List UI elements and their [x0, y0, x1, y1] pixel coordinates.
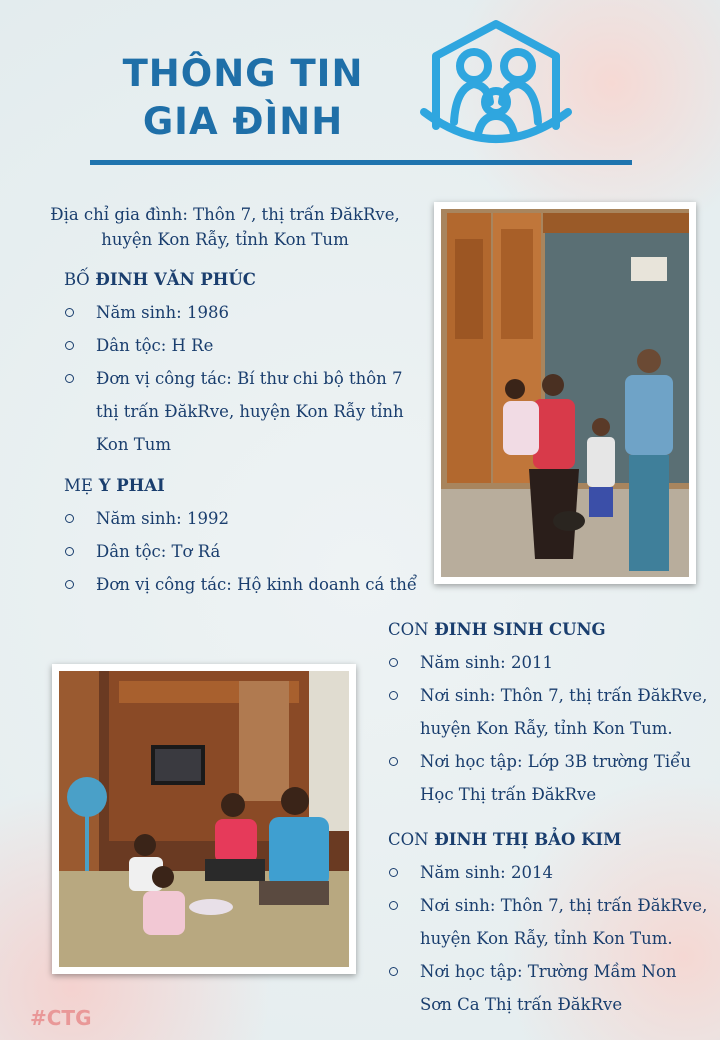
mother-section	[64, 476, 424, 601]
father-section	[64, 270, 414, 461]
list-item: Dân tộc: Tơ Rá	[64, 535, 424, 568]
family-photo-image	[441, 209, 689, 577]
child2-role: CON	[388, 830, 429, 849]
header-divider	[90, 160, 632, 165]
child1-role: CON	[388, 620, 429, 639]
father-heading	[64, 270, 414, 289]
family-home-icon	[418, 16, 574, 146]
child1-name: ĐINH SINH CUNG	[434, 620, 606, 639]
child2-name: ĐINH THỊ BẢO KIM	[434, 830, 622, 849]
family-photo-house	[434, 202, 696, 584]
hashtag-label: #CTG	[30, 1006, 92, 1030]
family-address: Địa chỉ gia đình: Thôn 7, thị trấn ĐăkRve, huyện Kon Rẫy, tỉnh Kon Tum	[50, 205, 400, 249]
title-line-2: GIA ĐÌNH	[142, 100, 344, 143]
page-title	[98, 50, 388, 146]
list-item: Năm sinh: 1992	[64, 502, 424, 535]
title-line-1: THÔNG TIN	[122, 52, 364, 95]
mother-heading	[64, 476, 424, 495]
list-item: Đơn vị công tác: Bí thư chi bộ thôn 7 thị trấn ĐăkRve, huyện Kon Rẫy tỉnh Kon Tum	[64, 362, 414, 461]
child2-section	[388, 830, 708, 1021]
list-item: Năm sinh: 1986	[64, 296, 414, 329]
child2-heading	[388, 830, 708, 849]
mother-role: MẸ	[64, 476, 93, 495]
list-item: Nơi sinh: Thôn 7, thị trấn ĐăkRve, huyện Kon Rẫy, tỉnh Kon Tum.	[388, 889, 708, 955]
list-item: Năm sinh: 2011	[388, 646, 708, 679]
child1-section	[388, 620, 708, 811]
list-item: Năm sinh: 2014	[388, 856, 708, 889]
father-role: BỐ	[64, 270, 90, 289]
child1-heading	[388, 620, 708, 639]
father-name: ĐINH VĂN PHÚC	[95, 270, 256, 289]
family-photo-living-room	[52, 664, 356, 974]
list-item: Nơi sinh: Thôn 7, thị trấn ĐăkRve, huyện Kon Rẫy, tỉnh Kon Tum.	[388, 679, 708, 745]
list-item: Đơn vị công tác: Hộ kinh doanh cá thể	[64, 568, 424, 601]
living-room-photo-image	[59, 671, 349, 967]
list-item: Nơi học tập: Trường Mầm Non Sơn Ca Thị trấn ĐăkRve	[388, 955, 708, 1021]
list-item: Dân tộc: H Re	[64, 329, 414, 362]
mother-name: Y PHAI	[98, 476, 165, 495]
list-item: Nơi học tập: Lớp 3B trường Tiểu Học Thị trấn ĐăkRve	[388, 745, 708, 811]
